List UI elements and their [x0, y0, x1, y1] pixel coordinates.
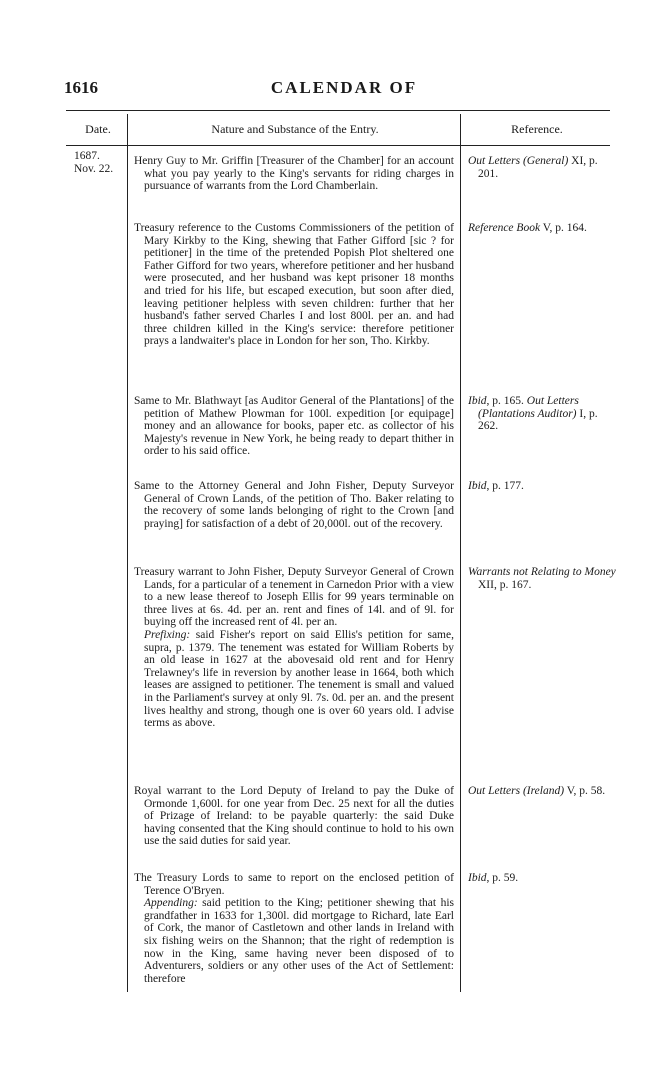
entry-2: [134, 222, 454, 348]
entry-3: [134, 395, 454, 458]
page-header: [64, 78, 624, 102]
ref-locator: XI, p. 201.: [478, 155, 598, 180]
entry-date: [74, 150, 113, 175]
column-header-reference: Reference.: [511, 122, 563, 136]
reference-6: [468, 785, 616, 798]
reference-3: [468, 395, 616, 433]
entry-5: [134, 566, 454, 730]
entry-1: [134, 155, 454, 193]
prefix-label: Prefixing:: [144, 628, 191, 641]
date-year: 1687.: [74, 150, 100, 162]
ref-title: Out Letters (General): [468, 155, 569, 167]
ref-locator: V, p. 164.: [540, 222, 587, 234]
date-day: Nov. 22.: [74, 162, 114, 175]
prefix-label: Appending:: [144, 897, 198, 910]
running-head: CALENDAR OF: [270, 78, 418, 97]
table-top-rule: [66, 110, 610, 111]
reference-1: [468, 155, 616, 180]
reference-5: [468, 566, 616, 591]
ref-title: Out Letters (Ireland): [468, 785, 565, 797]
entry-7: [134, 872, 454, 985]
ref-locator: V, p. 58.: [564, 785, 606, 797]
entry-text: Same to Mr. Blathwayt [as Auditor General of the Plantations] of the petition of Mathew Plowman for 100l. expedition [or equipage] money and an allowance for books, paper etc. as collector of his Majesty's revenue in New York, he being ready to depart thither in order to his said office.: [134, 395, 454, 458]
prefix-text: said Fisher's report on said Ellis's petition for same, supra, p. 1379. The tenement was estated for William Roberts by an old lease in 1627 at the abovesaid old rent and for Henry Trelawney's life in reversion by another lease in 1664, both which leases are assigned to petitioner. The tenement is small and valued in the Parliament's survey at only 9l. 7s. 0d. per an. and the present lives healthy and strong, though one is over 60 years old. I advise terms as above.: [144, 628, 454, 730]
entry-text: Royal warrant to the Lord Deputy of Ireland to pay the Duke of Ormonde 1,600l. for one year from Dec. 25 next for all the duties of Prizage of Ireland: to be payable quarterly: the said Duke having consented that the King should continue to hold to his own use the said duties for said year.: [134, 785, 454, 848]
entry-text: The Treasury Lords to same to report on the enclosed petition of Terence O'Bryen.: [134, 872, 454, 897]
ref-title: Reference Book: [468, 222, 541, 234]
reference-7: [468, 872, 616, 885]
page-number: 1616: [64, 78, 98, 97]
ref-title: Ibid: [468, 872, 487, 884]
entry-text: Treasury reference to the Customs Commissioners of the petition of Mary Kirkby to the King, shewing that Father Gifford [sic ? for petitioner] in the time of the pretended Popish Plot sheltered one Father Gifford for two years, wherefore petitioner and her husband were prosecuted, and her husband was kept prisoner 18 months and tried for his life, but escaped execution, but soon after died, leaving petitioner helpless with seven children: further that her husband's father served Charles I and lost 800l. per an. and had three children killed in the King's service: therefore petitioner prays a landwaiter's place in London for her son, Tho. Kirkby.: [134, 222, 454, 348]
column-divider-left: [127, 114, 128, 992]
entry-4: [134, 480, 454, 530]
ref-title: Ibid: [468, 395, 487, 407]
header-bottom-rule: [66, 145, 610, 146]
ref-locator: , p. 59.: [486, 872, 519, 884]
column-header-nature: Nature and Substance of the Entry.: [211, 122, 379, 136]
ref-title: Warrants not Relating to Money: [468, 566, 616, 578]
prefix-text: said petition to the King; petitioner shewing that his grandfather in 1633 for 1,300l. did mortgage to Richard, late Earl of Cork, the manor of Castletown and other lands in Ireland with six fishing weirs on the Shannon; that the right of redemption is now in the King, same having never been disposed of to Adventurers, soldiers or any other uses of the Act of Settlement: therefore: [144, 897, 454, 985]
entry-text: Same to the Attorney General and John Fisher, Deputy Surveyor General of Crown Lands, of the petition of Tho. Baker relating to the recovery of some lands belonging of right to the Crown [and praying] for satisfaction of a debt of 20,000l. out of the recovery.: [134, 480, 454, 530]
entry-text: Henry Guy to Mr. Griffin [Treasurer of the Chamber] for an account what you pay yearly to the King's servants for riding charges in pursuance of warrants from the Lord Chamberlain.: [134, 155, 454, 193]
ref-locator: XII, p. 167.: [478, 578, 532, 591]
ref-title: Ibid: [468, 480, 487, 492]
entry-6: [134, 785, 454, 848]
column-header-date: Date.: [85, 122, 111, 136]
ref-locator-2: I, p. 262.: [478, 407, 598, 433]
ref-title-2: Out Letters (Plantations Auditor): [478, 395, 579, 420]
reference-2: [468, 222, 616, 235]
ref-locator: , p. 177.: [486, 480, 524, 492]
reference-4: [468, 480, 616, 493]
column-divider-right: [460, 114, 461, 992]
entry-text: Treasury warrant to John Fisher, Deputy Surveyor General of Crown Lands, for a particular of a tenement in Carnedon Prior with a view to a new lease thereof to Joseph Ellis for 99 years terminable on three lives at 6s. 4d. per an. rent and fines of 14l. and of 9l. for buying off the increased rent of 4l. per an.: [134, 566, 454, 629]
ref-locator: , p. 165.: [486, 395, 524, 407]
